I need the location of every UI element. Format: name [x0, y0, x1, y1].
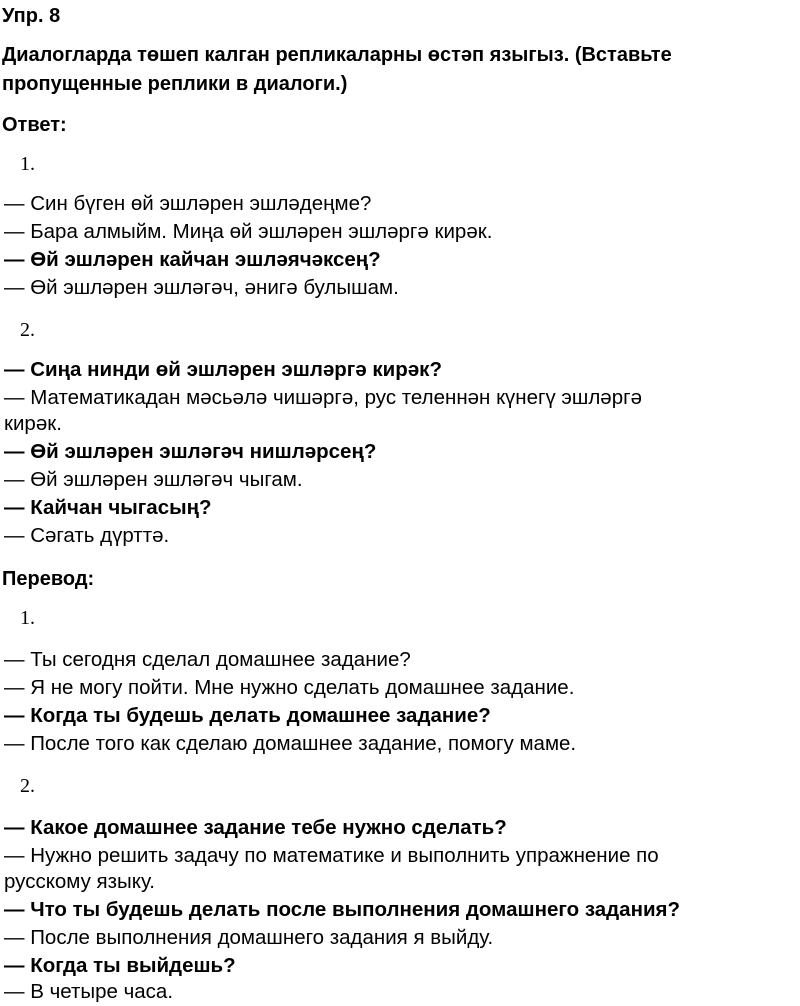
translation-dialog-2-line: — После выполнения домашнего задания я выйду. — [4, 926, 494, 949]
answer-dialog-2-number: 2. — [20, 319, 35, 341]
dash: — — [4, 386, 25, 409]
translation-dialog-1-line: — Ты сегодня сделал домашнее задание? — [4, 648, 411, 671]
answer-dialog-2-line-missing-replica: — Сиңа нинди өй эшләрен эшләргә кирәк? — [4, 358, 442, 381]
translation-dialog-2-number: 2. — [20, 775, 35, 797]
dash: — — [4, 192, 25, 215]
answer-dialog-1-line: — Бара алмыйм. Миңа өй эшләрен эшләргә кирәк. — [4, 220, 493, 243]
translation-dialog-1-line: — Я не могу пойти. Мне нужно сделать домашнее задание. — [4, 676, 575, 699]
translation-dialog-2-line-continuation: русскому языку. — [4, 870, 155, 893]
answer-dialog-2-line: — Математикадан мәсьәлә чишәргә, рус теленнән күнегү эшләргә — [4, 386, 642, 409]
dash: — — [4, 276, 25, 299]
dash: — — [4, 676, 25, 699]
answer-heading: Ответ: — [2, 114, 67, 136]
dash: — — [4, 648, 25, 671]
dash: — — [4, 844, 25, 867]
answer-dialog-1-number: 1. — [20, 153, 35, 175]
translation-dialog-2-line-missing-replica: — Какое домашнее задание тебе нужно сделать? — [4, 816, 507, 839]
dash: — — [4, 440, 25, 463]
answer-dialog-2-line: — Сәгать дүрттә. — [4, 524, 170, 547]
answer-dialog-1-line: — Син бүген өй эшләрен эшләдеңме? — [4, 192, 372, 215]
dash: — — [4, 496, 25, 519]
translation-dialog-1-line: — После того как сделаю домашнее задание, помогу маме. — [4, 732, 577, 755]
dash: — — [4, 898, 25, 921]
translation-dialog-1-line-missing-replica: — Когда ты будешь делать домашнее задание? — [4, 704, 491, 727]
dash: — — [4, 816, 25, 839]
dash: — — [4, 732, 25, 755]
dash: — — [4, 980, 25, 1003]
translation-dialog-2-line: — Нужно решить задачу по математике и выполнить упражнение по — [4, 844, 659, 867]
exercise-instruction-line-2: пропущенные реплики в диалоги.) — [2, 73, 348, 95]
translation-heading: Перевод: — [2, 568, 95, 590]
dash: — — [4, 704, 25, 727]
answer-dialog-2-line-missing-replica: — Кайчан чыгасың? — [4, 496, 212, 519]
dash: — — [4, 926, 25, 949]
exercise-number: Упр. 8 — [2, 5, 61, 27]
answer-dialog-1-line: — Өй эшләрен эшләгәч, әнигә булышам. — [4, 276, 399, 299]
dash: — — [4, 358, 25, 381]
dash: — — [4, 248, 25, 271]
translation-dialog-2-line-missing-replica: — Когда ты выйдешь? — [4, 954, 236, 977]
exercise-instruction-line-1: Диалогларда төшеп калган репликаларны өстәп языгыз. (Вставьте — [2, 44, 672, 66]
answer-dialog-2-line: — Өй эшләрен эшләгәч чыгам. — [4, 468, 303, 491]
answer-dialog-1-line-missing-replica: — Өй эшләрен кайчан эшләячәксең? — [4, 248, 381, 271]
dash: — — [4, 468, 25, 491]
translation-dialog-1-number: 1. — [20, 607, 35, 629]
dash: — — [4, 954, 25, 977]
translation-dialog-2-line-missing-replica: — Что ты будешь делать после выполнения домашнего задания? — [4, 898, 681, 921]
answer-dialog-2-line-missing-replica: — Өй эшләрен эшләгәч нишләрсең? — [4, 440, 377, 463]
translation-dialog-2-line: — В четыре часа. — [4, 980, 174, 1003]
answer-dialog-2-line-continuation: кирәк. — [4, 412, 62, 435]
dash: — — [4, 524, 25, 547]
dash: — — [4, 220, 25, 243]
